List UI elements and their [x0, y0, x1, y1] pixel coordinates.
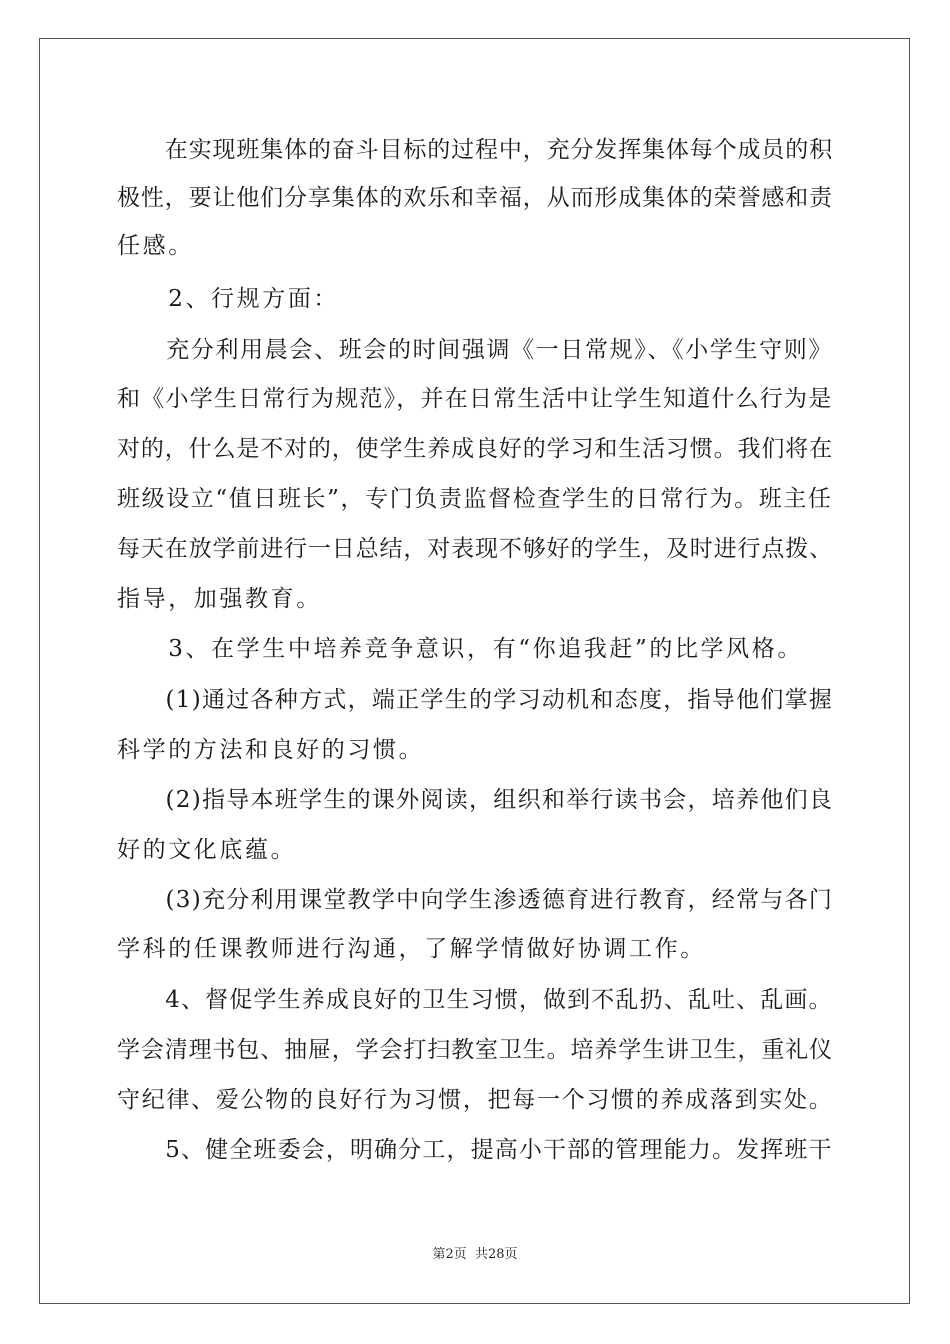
text-line: 5、健全班委会，明确分工，提高小干部的管理能力。发挥班干 [117, 1137, 833, 1163]
page-footer [0, 1243, 950, 1262]
text-line: 每天在放学前进行一日总结，对表现不够好的学生，及时进行点拨、 [117, 536, 833, 562]
text-line: 和《小学生日常行为规范》，并在日常生活中让学生知道什么行为是 [117, 386, 833, 412]
text-line: 任感。 [117, 233, 194, 259]
total-pages: 共28页 [474, 1247, 518, 1262]
text-line: 学科的任课教师进行沟通，了解学情做好协调工作。 [117, 936, 706, 962]
section-heading: 2、行规方面： [117, 286, 340, 312]
text-line: 科学的方法和良好的习惯。 [117, 737, 425, 763]
text-line: 极性，要让他们分享集体的欢乐和幸福，从而形成集体的荣誉感和责 [117, 185, 833, 211]
text-line: 3、在学生中培养竞争意识，有“你追我赶”的比学风格。 [117, 636, 803, 662]
text-line: 学会清理书包、抽屉，学会打扫教室卫生。培养学生讲卫生，重礼仪 [117, 1037, 833, 1063]
text-line: 好的文化底蕴。 [117, 837, 297, 863]
text-line: 指导，加强教育。 [117, 586, 322, 612]
text-line: 4、督促学生养成良好的卫生习惯，做到不乱扔、乱吐、乱画。 [117, 987, 833, 1013]
text-line: (3)充分利用课堂教学中向学生渗透德育进行教育，经常与各门 [117, 887, 834, 913]
text-line: (1)通过各种方式，端正学生的学习动机和态度，指导他们掌握 [117, 687, 834, 713]
page-number: 第2页 [432, 1247, 467, 1262]
text-line: 充分利用晨会、班会的时间强调《一日常规》、《小学生守则》 [117, 337, 833, 363]
text-line: 班级设立“值日班长”，专门负责监督检查学生的日常行为。班主任 [117, 486, 833, 512]
text-line: 守纪律、爱公物的良好行为习惯，把每一个习惯的养成落到实处。 [117, 1087, 834, 1113]
text-line: (2)指导本班学生的课外阅读，组织和举行读书会，培养他们良 [117, 787, 834, 813]
text-line: 对的，什么是不对的，使学生养成良好的学习和生活习惯。我们将在 [117, 436, 833, 462]
text-line: 在实现班集体的奋斗目标的过程中，充分发挥集体每个成员的积 [117, 137, 833, 163]
